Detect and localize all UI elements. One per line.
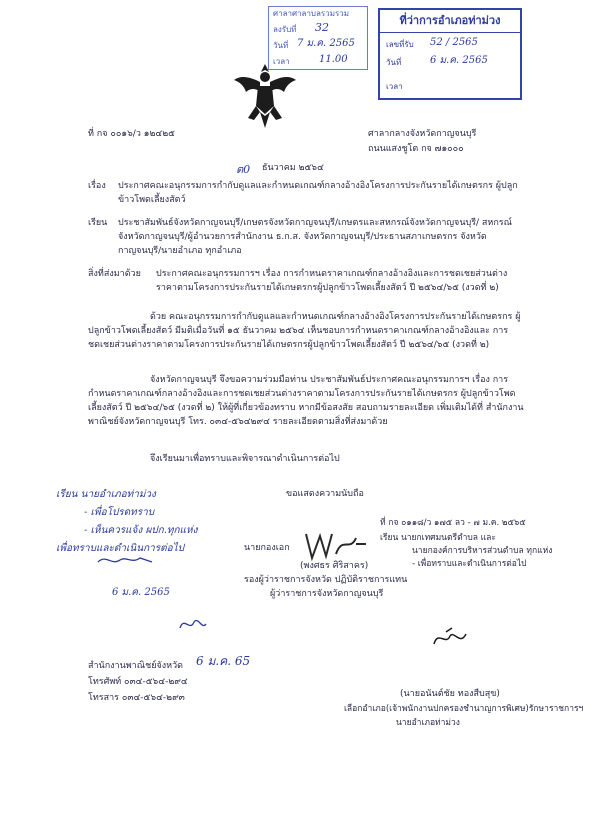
note-signature <box>96 552 156 568</box>
endorsement-to-2: นายกองค์การบริหารส่วนตำบล ทุกแห่ง <box>412 546 553 556</box>
footer-fax: โทรสาร ๐๓๔-๕๖๔-๒๙๓ <box>88 693 185 703</box>
body-paragraph-3: จึงเรียนมาเพื่อทราบและพิจารณาดำเนินการต่อไป <box>150 454 340 464</box>
stamp-label: เลขที่รับ <box>386 40 414 49</box>
note-line: เพื่อทราบและดำเนินการต่อไป <box>56 543 185 554</box>
stamp-label: วันที่ <box>273 41 289 50</box>
stamp-date: 6 ม.ค. 2565 <box>430 55 488 66</box>
stamp-receive-number: 52 / 2565 <box>430 37 478 48</box>
handwritten-day: ต0 <box>236 163 251 176</box>
stamp-date: 7 ม.ค. 2565 <box>297 38 355 49</box>
signer-signature <box>300 524 370 564</box>
endorsement-to: เรียน นายกเทศมนตรีตำบล และ <box>380 533 496 543</box>
stamp-label: วันที่ <box>386 58 402 67</box>
endorsement-signer-title-1: เลือกอำเภอ(เจ้าพนักงานปกครองชำนาญการพิเศษ)รักษาราชการฯ <box>344 704 584 714</box>
stamp-line1: ศาลาศาลาบลรวมรวม <box>273 9 350 18</box>
footer-handwritten-date: 6 ม.ค. 65 <box>196 654 251 668</box>
stamp-time: 11.00 <box>319 54 348 65</box>
to-text: ประชาสัมพันธ์จังหวัดกาญจนบุรี/เกษตรจังหวัดกาญจนบุรี/เกษตรและสหกรณ์จังหวัดกาญจนบุรี/ สหกรณ์จังหวัดกาญจนบุรี/ผู้อำนวยการสำนักงาน ธ.ก.ส. จังหวัดกาญจนบุรี/ประธานสภาเกษตรกร จังหวัดกาญจนบุรี/นายอำเภอ ทุกอำเภอ <box>118 218 512 256</box>
endorsement-signer-name: (นายอนันต์ชัย ทองสืบสุข) <box>400 689 500 699</box>
body-paragraph-2: จังหวัดกาญจนบุรี จึงขอความร่วมมือท่าน ประชาสัมพันธ์ประกาศคณะอนุกรรมการฯ เรื่อง การกำหนดราคาเกณฑ์กลางอ้างอิงและการชดเชยส่วนต่างราคาตามโครงการประกันรายได้เกษตรกร ผู้ปลูกข้าวโพดเลี้ยงสัตว์ ปี ๒๕๖๔/๖๕ (งวดที่ ๒) ให้ผู้ที่เกี่ยวข้องทราบ หากมีข้อสงสัย สอบถามรายละเอียด เพิ่มเติมได้ที่ สำนักงานพาณิชย์จังหวัดกาญจนบุรี โทร. ๐๓๔-๕๖๔๒๙๔ รายละเอียดตามสิ่งที่ส่งมาด้วย <box>88 375 524 427</box>
endorsement-purpose: - เพื่อทราบและดำเนินการต่อไป <box>412 559 527 569</box>
note-line: - เพื่อโปรดทราบ <box>84 507 155 518</box>
initials-mark <box>176 612 210 636</box>
signer-title-1: รองผู้ว่าราชการจังหวัด ปฏิบัติราชการแทน <box>244 575 408 585</box>
document-number: ที่ กจ ๐๐๑๖/ว ๑๒๔๒๕ <box>88 129 175 139</box>
note-line: - เห็นควรแจ้ง ผปก.ทุกแห่ง <box>84 525 198 536</box>
signer-title-2: ผู้ว่าราชการจังหวัดกาญจนบุรี <box>270 589 384 599</box>
closing-text: ขอแสดงความนับถือ <box>286 489 364 499</box>
enclosure-text: ประกาศคณะอนุกรรมการฯ เรื่อง การกำหนดราคาเกณฑ์กลางอ้างอิงและการชดเชยส่วนต่าง ราคาตามโครงการประกันรายได้เกษตรกรผู้ปลูกข้าวโพดเลี้ยงสัตว์ ปี ๒๕๖๔/๖๕ (งวดที่ ๒) <box>156 269 508 293</box>
endorsement-signature <box>428 624 478 654</box>
body-paragraph-1: ด้วย คณะอนุกรรมการกำกับดูแลและกำหนดเกณฑ์กลางอ้างอิงโครงการประกันรายได้เกษตรกร ผู้ปลูกข้าวโพดเลี้ยงสัตว์ มีมติเมื่อวันที่ ๑๕ ธันวาคม ๒๕๖๔ เห็นชอบการกำหนดราคาเกณฑ์กลางอ้างอิงและ การชดเชยส่วนต่างราคาตามโครงการประกันรายได้เกษตรกรผู้ปลูกข้าวโพดเลี้ยงสัตว์ ปี ๒๕๖๔/๖๕ (งวดที่ ๒) <box>88 312 521 350</box>
sender-address: ถนนแสงชูโต กจ ๗๑๐๐๐ <box>368 144 464 154</box>
stamp-label: ลงรับที่ <box>273 25 297 34</box>
endorsement-signer-title-2: นายอำเภอท่าม่วง <box>396 718 460 728</box>
stamp-label: เวลา <box>273 57 290 66</box>
sender-organization: ศาลากลางจังหวัดกาญจนบุรี <box>368 129 477 139</box>
footer-telephone: โทรศัพท์ ๐๓๔-๕๖๔-๒๙๔ <box>88 677 188 687</box>
note-line: เรียน นายอำเภอท่าม่วง <box>56 489 156 500</box>
signer-name: (พงศธร ศิริสาคร) <box>300 561 369 571</box>
stamp-label: เวลา <box>386 82 403 91</box>
signer-rank: นายกองเอก <box>244 543 290 553</box>
endorsement-doc-number: ที่ กจ ๐๑๑๘/ว ๑๗๕ ลว - ๗ ม.ค. ๒๕๖๕ <box>380 518 526 528</box>
garuda-emblem <box>230 60 300 132</box>
note-date: 6 ม.ค. 2565 <box>112 587 170 598</box>
to-label: เรียน <box>88 218 108 228</box>
handwritten-note <box>56 486 197 558</box>
stamp-header: ที่ว่าการอำเภอท่าม่วง <box>380 10 520 33</box>
document-date: ธันวาคม ๒๕๖๔ <box>262 163 324 173</box>
received-stamp-right <box>378 8 522 100</box>
footer-office: สำนักงานพาณิชย์จังหวัด <box>88 661 183 671</box>
enclosure-label: สิ่งที่ส่งมาด้วย <box>88 269 141 279</box>
stamp-number: 32 <box>315 21 329 34</box>
subject-label: เรื่อง <box>88 181 106 191</box>
subject-text: ประกาศคณะอนุกรรมการกำกับดูแลและกำหนดเกณฑ์กลางอ้างอิงโครงการประกันรายได้เกษตรกร ผู้ปลูกข้าวโพดเลี้ยงสัตว์ <box>118 181 518 205</box>
